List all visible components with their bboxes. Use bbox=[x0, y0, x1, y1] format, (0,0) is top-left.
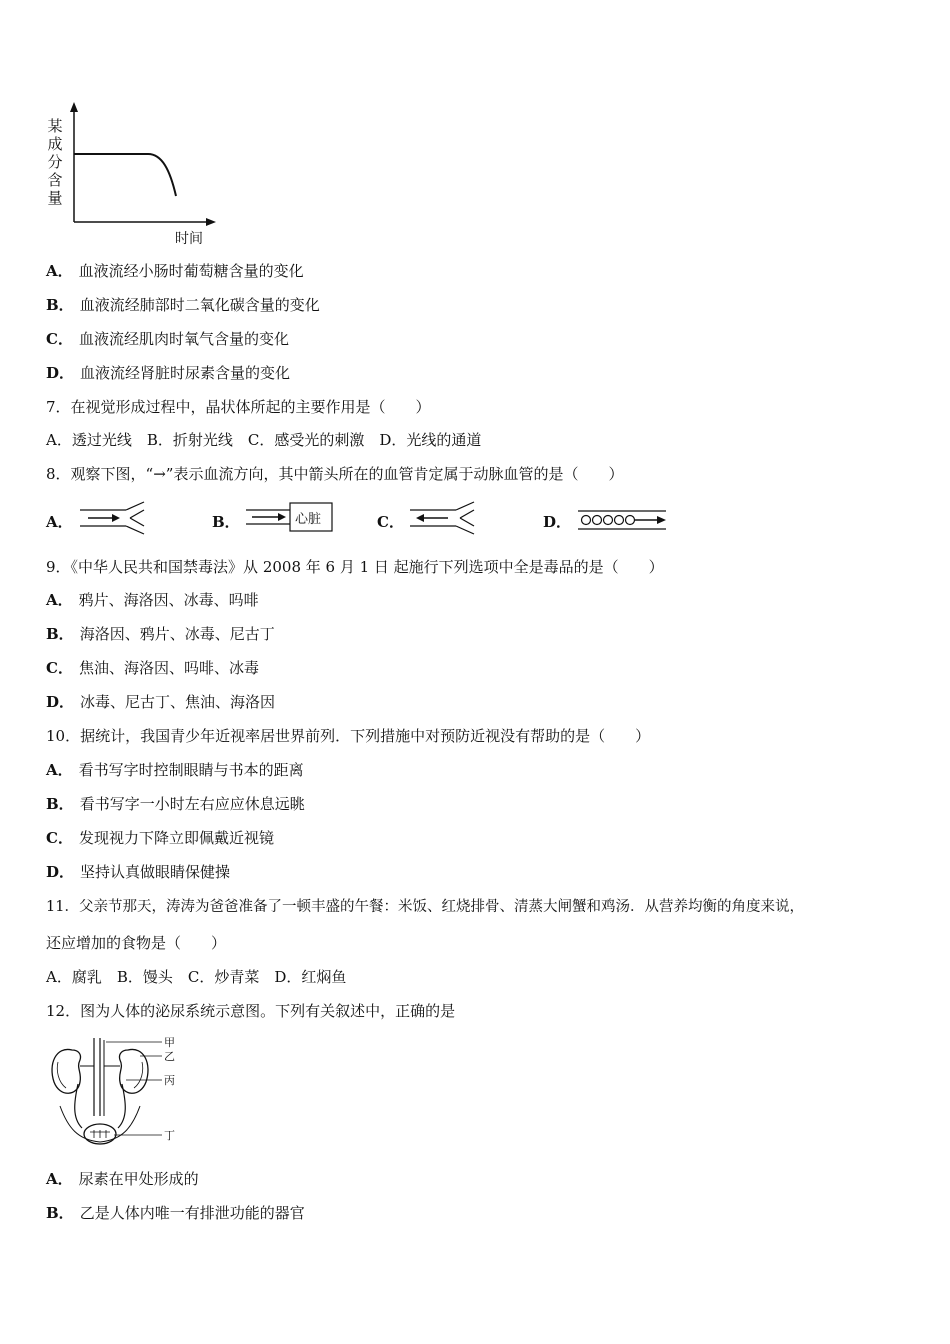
q9-option-b bbox=[46, 624, 275, 644]
figure-label-bing: 丙 bbox=[164, 1074, 175, 1087]
q11-stem-line1: 11．父亲节那天，涛涛为爸爸准备了一顿丰盛的午餐：米饭、红烧排骨、清蒸大闸蟹和鸡汤．从营养均衡的角度来说， bbox=[46, 899, 804, 915]
option-label: B． bbox=[46, 625, 74, 643]
q8-stem: 8．观察下图，“→”表示血流方向，其中箭头所在的血管肯定属于动脉血管的是（ ） bbox=[46, 465, 624, 483]
content-curve-graph bbox=[40, 100, 220, 250]
content-curve bbox=[74, 154, 176, 196]
y-label-char: 某 bbox=[47, 117, 63, 135]
option-label: D． bbox=[46, 693, 75, 711]
option-text: 海洛因、鸦片、冰毒、尼古丁 bbox=[79, 625, 275, 643]
q10-option-b bbox=[46, 794, 305, 814]
flow-arrow bbox=[657, 516, 666, 524]
y-label-char: 含 bbox=[47, 171, 63, 189]
q8-figure-c bbox=[408, 500, 488, 540]
y-label-char: 量 bbox=[47, 189, 63, 207]
option-label: C． bbox=[46, 829, 73, 847]
q11-options: A．腐乳 B．馒头 C．炒青菜 D．红焖鱼 bbox=[46, 968, 347, 986]
flow-arrow bbox=[112, 514, 120, 522]
figure-c-svg bbox=[408, 500, 488, 536]
option-text: 血液流经肾脏时尿素含量的变化 bbox=[80, 364, 291, 382]
q10-stem: 10．据统计，我国青少年近视率居世界前列．下列措施中对预防近视没有帮助的是（ ） bbox=[46, 727, 651, 745]
y-axis-arrow bbox=[70, 102, 78, 112]
q8-label-d: D． bbox=[543, 513, 572, 531]
option-text: 血液流经小肠时葡萄糖含量的变化 bbox=[78, 262, 304, 280]
option-text: 鸦片、海洛因、冰毒、吗啡 bbox=[78, 591, 259, 609]
q7-stem: 7．在视觉形成过程中，晶状体所起的主要作用是（ ） bbox=[46, 398, 431, 416]
q6-option-d bbox=[46, 363, 290, 383]
option-label: A． bbox=[46, 591, 73, 609]
q6-option-c bbox=[46, 329, 289, 349]
figure-b-svg bbox=[244, 500, 340, 534]
option-label: B． bbox=[46, 296, 74, 314]
option-text: 看书写字时控制眼睛与书本的距离 bbox=[78, 761, 304, 779]
q9-option-d bbox=[46, 692, 275, 712]
q6-option-b bbox=[46, 295, 320, 315]
figure-d-svg bbox=[576, 506, 672, 534]
q8-figure-b bbox=[244, 500, 340, 538]
option-text: 乙是人体内唯一有排泄功能的器官 bbox=[79, 1204, 305, 1222]
figure-label-yi: 乙 bbox=[164, 1050, 175, 1063]
q8-label-a: A． bbox=[46, 513, 73, 531]
y-label-char: 分 bbox=[47, 153, 63, 171]
q10-option-c bbox=[46, 828, 274, 848]
figure-label-jia: 甲 bbox=[164, 1036, 175, 1049]
flow-arrow bbox=[416, 514, 424, 522]
option-label: A． bbox=[46, 1170, 73, 1188]
q12-option-b bbox=[46, 1203, 305, 1223]
option-label: A． bbox=[46, 761, 73, 779]
q10-option-d bbox=[46, 862, 230, 882]
option-text: 尿素在甲处形成的 bbox=[78, 1170, 199, 1188]
q8-label-b: B． bbox=[212, 513, 240, 531]
q6-option-a bbox=[46, 261, 304, 281]
option-label: C． bbox=[46, 659, 73, 677]
option-text: 血液流经肺部时二氧化碳含量的变化 bbox=[79, 296, 320, 314]
q8-figure-a bbox=[78, 500, 158, 540]
option-label: A． bbox=[46, 262, 73, 280]
x-axis-arrow bbox=[206, 218, 216, 226]
option-label: B． bbox=[46, 795, 74, 813]
option-text: 血液流经肌肉时氧气含量的变化 bbox=[78, 330, 289, 348]
option-text: 发现视力下降立即佩戴近视镜 bbox=[78, 829, 274, 847]
q9-stem: 9．《中华人民共和国禁毒法》从 2008 年 6 月 1 日 起施行下列选项中全是毒品的是（ ） bbox=[46, 558, 664, 576]
q11-stem-line2: 还应增加的食物是（ ） bbox=[46, 934, 227, 952]
urinary-system-figure bbox=[44, 1036, 194, 1150]
option-text: 坚持认真做眼睛保健操 bbox=[80, 863, 231, 881]
q7-options: A．透过光线 B．折射光线 C．感受光的刺激 D．光线的通道 bbox=[46, 431, 482, 449]
q8-label-c: C． bbox=[377, 513, 404, 531]
option-text: 冰毒、尼古丁、焦油、海洛因 bbox=[80, 693, 276, 711]
left-kidney bbox=[52, 1049, 81, 1093]
option-text: 焦油、海洛因、吗啡、冰毒 bbox=[78, 659, 259, 677]
q12-stem: 12．图为人体的泌尿系统示意图。下列有关叙述中，正确的是 bbox=[46, 1002, 456, 1020]
flow-arrow bbox=[278, 513, 286, 521]
heart-label: 心脏 bbox=[295, 512, 322, 527]
q8-figure-d bbox=[576, 506, 672, 538]
x-axis-label: 时间 bbox=[175, 231, 203, 247]
q12-option-a bbox=[46, 1169, 199, 1189]
q9-option-a bbox=[46, 590, 259, 610]
y-label-char: 成 bbox=[47, 135, 63, 153]
option-text: 看书写字一小时左右应应休息远眺 bbox=[79, 795, 305, 813]
q10-option-a bbox=[46, 760, 304, 780]
figure-a-svg bbox=[78, 500, 158, 536]
option-label: D． bbox=[46, 863, 75, 881]
option-label: C． bbox=[46, 330, 73, 348]
option-label: D． bbox=[46, 364, 75, 382]
option-label: B． bbox=[46, 1204, 74, 1222]
figure-label-ding: 丁 bbox=[164, 1129, 175, 1142]
q9-option-c bbox=[46, 658, 259, 678]
